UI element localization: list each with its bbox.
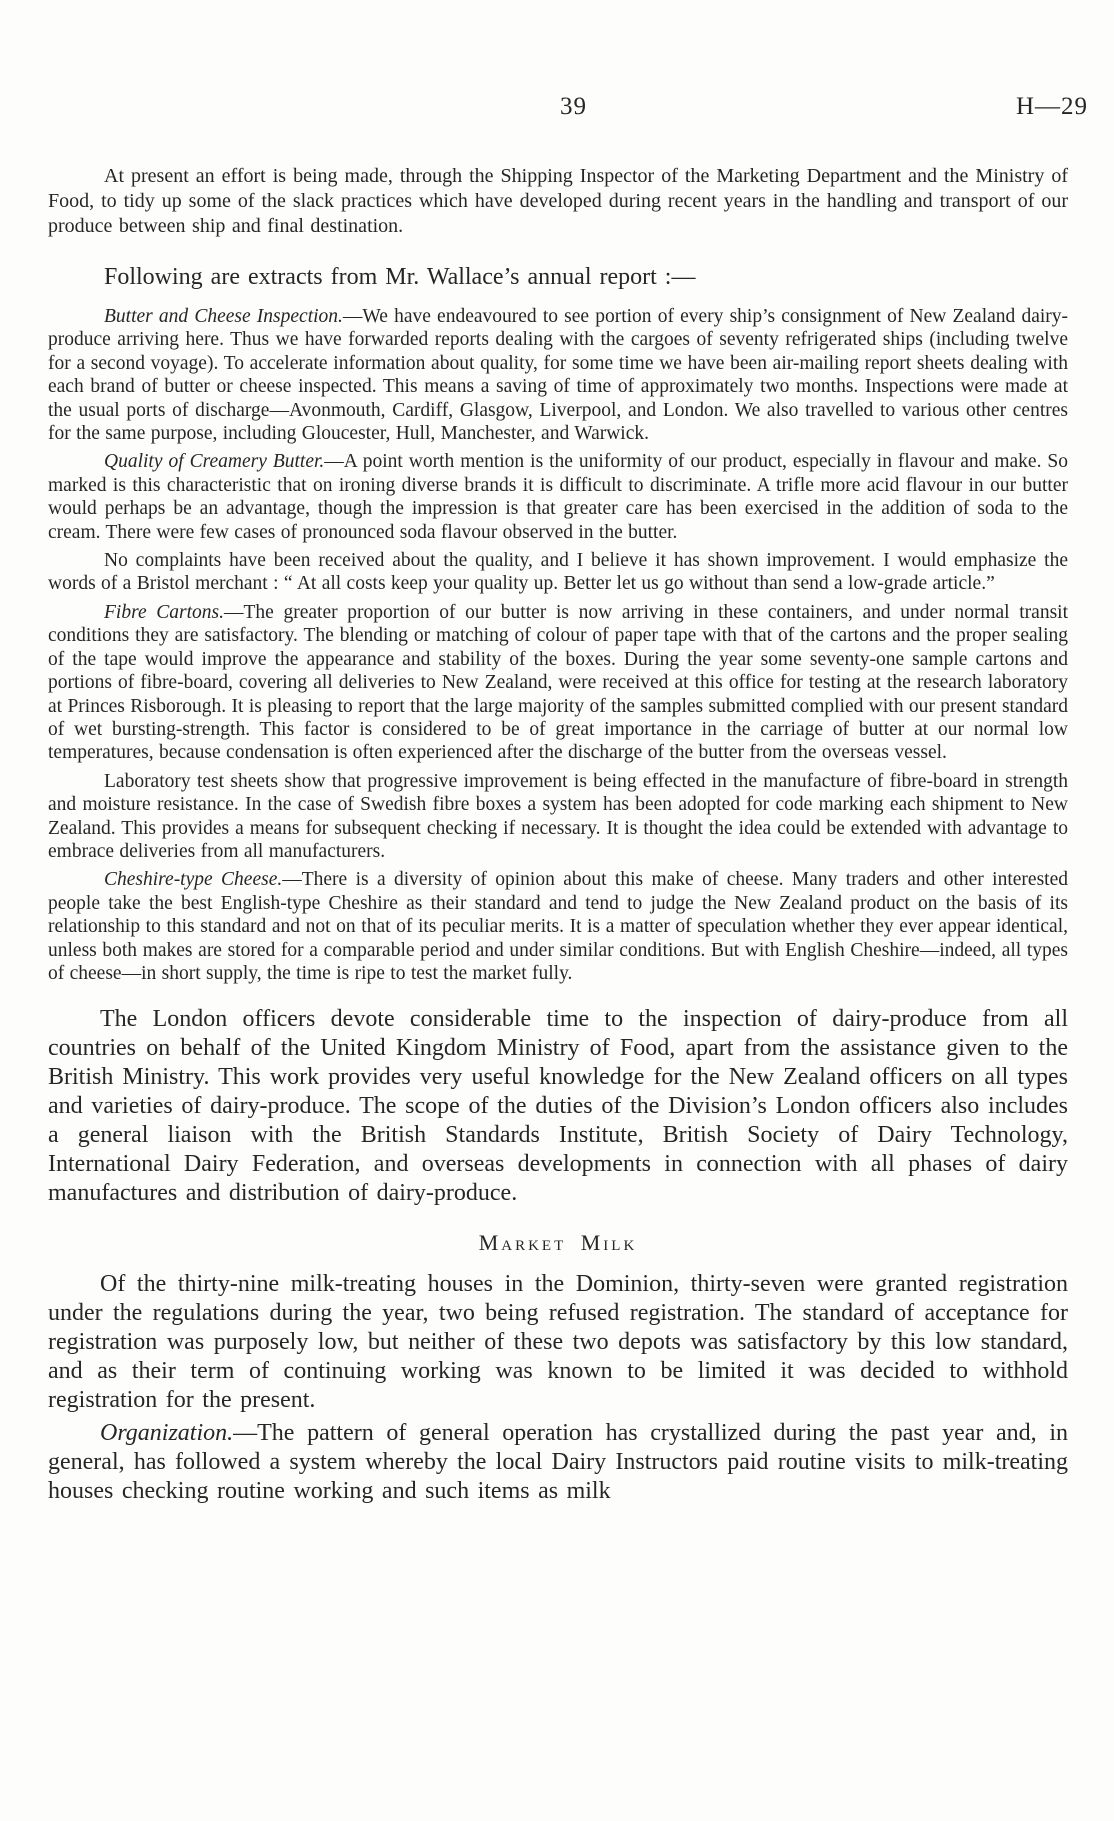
paragraph-text: —The pattern of general operation has crystallized during the past year and, in general, has followed a system whereby the local Dairy Instructors paid routine visits to milk-treating houses checking routine working and such items as milk <box>48 1420 1068 1505</box>
market-milk-paragraph-registration: Of the thirty-nine milk-treating houses in the Dominion, thirty-seven were granted registration under the regulations during the year, two being refused registration. The standard of acceptance for registration was purposely low, but neither of these two depots was satisfactory by this low standard, and as their term of continuing working was known to be limited it was decided to withhold registration for the present. <box>48 1271 1068 1414</box>
section-heading-market-milk: Market Milk <box>478 1230 638 1256</box>
page-header <box>0 0 1114 128</box>
extract-paragraph-butter-and-cheese-inspection <box>48 305 1068 445</box>
extract-paragraph-quality-of-creamery-butter <box>48 450 1068 544</box>
paper-code: H—29 <box>1015 93 1088 120</box>
paragraph-lead: Organization. <box>100 1420 234 1447</box>
extract-text: —We have endeavoured to see portion of every ship’s consignment of New Zealand dairy-produce arriving here. Thus we have forwarded reports dealing with the cargoes of seventy refrigerated ships (including twelve for a second voyage). To accelerate information about quality, for some time we have been air-mailing report sheets dealing with each brand of butter or cheese inspected. This means a saving of time of approximately two months. Inspections were made at the usual ports of discharge—Avonmouth, Cardiff, Glasgow, Liverpool, and London. We also travelled to various other centres for the same purpose, including Gloucester, Hull, Manchester, and Warwick. <box>48 306 1068 445</box>
extract-text: —There is a diversity of opinion about this make of cheese. Many traders and other interested people take the best English-type Cheshire as their standard and tend to judge the New Zealand product on the basis of its relationship to this standard and not on that of its peculiar merits. It is a matter of speculation whether they ever appear identical, unless both makes are stored for a comparable period and under similar conditions. But with English Cheshire—indeed, all types of cheese—in short supply, the time is ripe to test the market fully. <box>48 869 1068 984</box>
market-milk-paragraph-organization <box>48 1419 1068 1506</box>
page-number: 39 <box>560 93 587 120</box>
extract-lead: Fibre Cartons. <box>104 601 224 623</box>
page-content <box>0 164 1114 1506</box>
body-paragraph-london-officers: The London officers devote considerable time to the inspection of dairy-produce from all countries on behalf of the United Kingdom Ministry of Food, apart from the assistance given to the British Ministry. This work provides very useful knowledge for the New Zealand officers on all types and varieties of dairy-produce. The scope of the duties of the Division’s London officers also includes a general liaison with the British Standards Institute, British Society of Dairy Technology, International Dairy Federation, and overseas developments in connection with all phases of dairy manufactures and distribution of dairy-produce. <box>48 1006 1068 1207</box>
extract-text: —A point worth mention is the uniformity of our product, especially in flavour and make. So marked is this characteristic that on ironing diverse brands it is difficult to discriminate. A trifle more acid flavour in our butter would perhaps be an advantage, though the impression is that greater care has been exercised in the addition of soda to the cream. There were few cases of pronounced soda flavour observed in the butter. <box>48 451 1069 543</box>
extract-paragraph-no-complaints: No complaints have been received about the quality, and I believe it has shown improvement. I would emphasize the words of a Bristol merchant : “ At all costs keep your quality up. Better let us go without than send a low-grade article.” <box>48 550 1068 595</box>
extract-paragraph-cheshire-type-cheese <box>48 868 1068 985</box>
extract-text: —The greater proportion of our butter is now arriving in these containers, and under normal transit conditions they are satisfactory. The blending or matching of colour of paper tape with that of the cartons and the proper sealing of the tape would improve the appearance and stability of the boxes. During the year some seventy-one sample cartons and portions of fibre-board, covering all deliveries to New Zealand, were received at this office for testing at the research laboratory at Princes Risborough. It is pleasing to report that the large majority of the samples submitted complied with our present standard of wet bursting-strength. This factor is considered to be of great importance in the carriage of butter at our normal low temperatures, because condensation is often experienced after the discharge of the butter from the overseas vessel. <box>48 601 1068 764</box>
lead-in-line: Following are extracts from Mr. Wallace’s annual report :— <box>104 264 696 290</box>
extract-lead: Quality of Creamery Butter. <box>104 451 325 473</box>
extract-lead: Butter and Cheese Inspection. <box>104 306 343 327</box>
extract-paragraph-fibre-cartons <box>48 601 1068 765</box>
extract-lead: Cheshire-type Cheese. <box>104 869 283 891</box>
extract-paragraph-laboratory-test-sheets: Laboratory test sheets show that progressive improvement is being effected in the manufacture of fibre-board in strength and moisture resistance. In the case of Swedish fibre boxes a system has been adopted for code marking each shipment to New Zealand. This provides a means for subsequent checking if necessary. It is thought the idea could be extended with advantage to embrace deliveries from all manufacturers. <box>48 770 1068 862</box>
intro-paragraph: At present an effort is being made, through the Shipping Inspector of the Marketing Department and the Ministry of Food, to tidy up some of the slack practices which have developed during recent years in the handling and transport of our produce between ship and final destination. <box>48 165 1068 237</box>
